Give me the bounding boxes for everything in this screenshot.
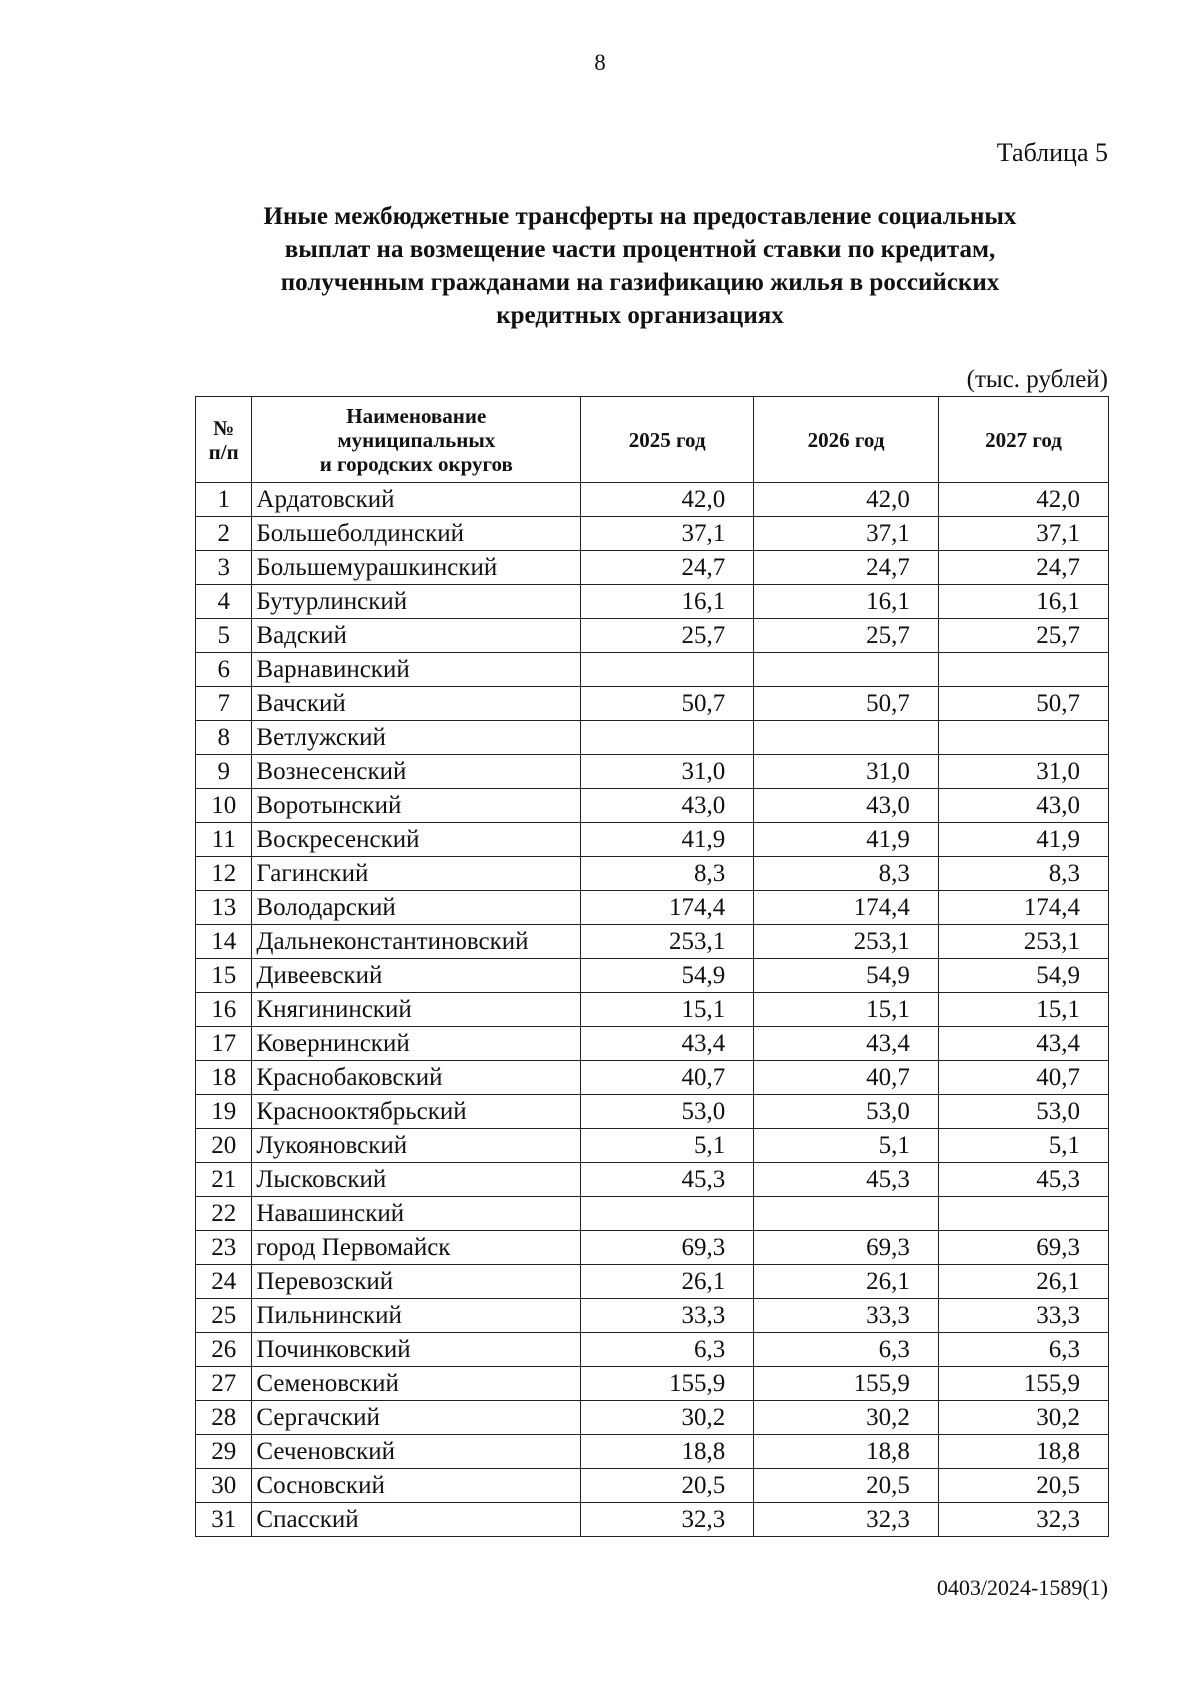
district-name-cell: Княгининский [252,993,581,1027]
units-label: (тыс. рублей) [966,366,1108,393]
district-name-cell: Краснобаковский [252,1061,581,1095]
row-number-cell: 22 [196,1197,252,1231]
row-number-cell: 19 [196,1095,252,1129]
value-2025-cell: 253,1 [581,925,754,959]
district-name-cell: Лукояновский [252,1129,581,1163]
value-2026-cell [754,721,939,755]
table-row [196,1061,1109,1095]
district-name-cell: Дальнеконстантиновский [252,925,581,959]
header-name-line: муниципальных [337,427,496,452]
row-number-cell: 11 [196,823,252,857]
table-row [196,857,1109,891]
document-code: 0403/2024-1589(1) [936,1575,1108,1600]
row-number-cell: 13 [196,891,252,925]
value-2025-cell: 6,3 [581,1333,754,1367]
table-row [196,1197,1109,1231]
district-name-cell: Лысковский [252,1163,581,1197]
row-number-cell: 18 [196,1061,252,1095]
document-title [180,200,1100,332]
value-2027-cell: 26,1 [938,1265,1108,1299]
value-2026-cell: 45,3 [754,1163,939,1197]
value-2025-cell [581,653,754,687]
district-name-cell: Сергачский [252,1401,581,1435]
value-2026-cell: 50,7 [754,687,939,721]
value-2026-cell: 32,3 [754,1503,939,1537]
table-row [196,721,1109,755]
district-name-cell: Починковский [252,1333,581,1367]
value-2025-cell: 32,3 [581,1503,754,1537]
value-2026-cell [754,1197,939,1231]
title-line: выплат на возмещение части процентной ставки по кредитам, [284,236,996,263]
title-line: Иные межбюджетные трансферты на предоставление социальных [263,203,1017,230]
district-name-cell: Бутурлинский [252,585,581,619]
value-2026-cell: 8,3 [754,857,939,891]
value-2025-cell: 174,4 [581,891,754,925]
table-row [196,1231,1109,1265]
table-row [196,789,1109,823]
row-number-cell: 24 [196,1265,252,1299]
district-name-cell: Ковернинский [252,1027,581,1061]
row-number-cell: 4 [196,585,252,619]
row-number-cell: 20 [196,1129,252,1163]
value-2027-cell: 41,9 [938,823,1108,857]
district-name-cell: Вачский [252,687,581,721]
row-number-cell: 2 [196,517,252,551]
value-2026-cell: 30,2 [754,1401,939,1435]
value-2027-cell [938,721,1108,755]
title-line: полученным гражданами на газификацию жилья в российских [280,269,1000,296]
title-line: кредитных организациях [496,302,784,329]
value-2027-cell: 50,7 [938,687,1108,721]
value-2025-cell: 42,0 [581,483,754,517]
district-name-cell: город Первомайск [252,1231,581,1265]
value-2026-cell: 42,0 [754,483,939,517]
value-2026-cell: 155,9 [754,1367,939,1401]
header-name-line: Наименование [346,403,487,428]
value-2026-cell: 26,1 [754,1265,939,1299]
value-2027-cell: 31,0 [938,755,1108,789]
value-2026-cell: 43,4 [754,1027,939,1061]
table-row [196,1095,1109,1129]
value-2027-cell: 45,3 [938,1163,1108,1197]
district-name-cell: Перевозский [252,1265,581,1299]
table-row [196,1503,1109,1537]
value-2026-cell: 174,4 [754,891,939,925]
value-2026-cell: 37,1 [754,517,939,551]
value-2025-cell: 40,7 [581,1061,754,1095]
table-row [196,1299,1109,1333]
value-2025-cell [581,721,754,755]
district-name-cell: Семеновский [252,1367,581,1401]
row-number-cell: 5 [196,619,252,653]
value-2027-cell: 16,1 [938,585,1108,619]
value-2026-cell: 253,1 [754,925,939,959]
table-row [196,891,1109,925]
district-name-cell: Вадский [252,619,581,653]
table-row [196,551,1109,585]
value-2025-cell: 45,3 [581,1163,754,1197]
row-number-cell: 30 [196,1469,252,1503]
district-name-cell: Сосновский [252,1469,581,1503]
value-2027-cell: 15,1 [938,993,1108,1027]
table-header-row [196,397,1109,483]
value-2027-cell: 25,7 [938,619,1108,653]
value-2025-cell: 54,9 [581,959,754,993]
row-number-cell: 12 [196,857,252,891]
value-2025-cell: 30,2 [581,1401,754,1435]
value-2027-cell: 8,3 [938,857,1108,891]
value-2027-cell: 174,4 [938,891,1108,925]
row-number-cell: 27 [196,1367,252,1401]
row-number-cell: 15 [196,959,252,993]
row-number-cell: 3 [196,551,252,585]
table-row [196,1401,1109,1435]
row-number-cell: 8 [196,721,252,755]
row-number-cell: 9 [196,755,252,789]
page-number: 8 [594,50,606,75]
district-name-cell: Воскресенский [252,823,581,857]
value-2025-cell: 31,0 [581,755,754,789]
row-number-cell: 10 [196,789,252,823]
value-2026-cell: 18,8 [754,1435,939,1469]
value-2026-cell: 15,1 [754,993,939,1027]
district-name-cell: Пильнинский [252,1299,581,1333]
district-name-cell: Краснооктябрьский [252,1095,581,1129]
table-row [196,993,1109,1027]
table-row [196,1129,1109,1163]
value-2027-cell: 42,0 [938,483,1108,517]
table-row [196,619,1109,653]
district-name-cell: Володарский [252,891,581,925]
table-row [196,483,1109,517]
table-row [196,755,1109,789]
value-2025-cell: 43,0 [581,789,754,823]
header-2027: 2027 год [938,397,1108,483]
header-num-line: № [213,415,235,440]
row-number-cell: 7 [196,687,252,721]
row-number-cell: 23 [196,1231,252,1265]
row-number-cell: 28 [196,1401,252,1435]
table-row [196,653,1109,687]
value-2026-cell: 20,5 [754,1469,939,1503]
table-row [196,687,1109,721]
value-2027-cell: 253,1 [938,925,1108,959]
value-2025-cell: 18,8 [581,1435,754,1469]
row-number-cell: 21 [196,1163,252,1197]
value-2025-cell: 15,1 [581,993,754,1027]
header-name-line: и городских округов [319,451,513,476]
district-name-cell: Вознесенский [252,755,581,789]
district-name-cell: Спасский [252,1503,581,1537]
value-2025-cell: 155,9 [581,1367,754,1401]
value-2025-cell: 69,3 [581,1231,754,1265]
table-row [196,1435,1109,1469]
table-row [196,585,1109,619]
header-2025: 2025 год [581,397,754,483]
value-2026-cell: 16,1 [754,585,939,619]
header-num-line: п/п [208,439,239,464]
value-2025-cell: 41,9 [581,823,754,857]
value-2027-cell: 43,0 [938,789,1108,823]
value-2027-cell: 32,3 [938,1503,1108,1537]
transfers-table [195,396,1109,1537]
row-number-cell: 29 [196,1435,252,1469]
value-2025-cell: 24,7 [581,551,754,585]
district-name-cell: Сеченовский [252,1435,581,1469]
district-name-cell: Большемурашкинский [252,551,581,585]
value-2026-cell: 54,9 [754,959,939,993]
value-2027-cell: 33,3 [938,1299,1108,1333]
table-row [196,1027,1109,1061]
table-row [196,1163,1109,1197]
table-label: Таблица 5 [996,138,1108,167]
table-row [196,1265,1109,1299]
table-row [196,959,1109,993]
district-name-cell: Варнавинский [252,653,581,687]
value-2027-cell: 43,4 [938,1027,1108,1061]
district-name-cell: Воротынский [252,789,581,823]
value-2026-cell: 33,3 [754,1299,939,1333]
row-number-cell: 1 [196,483,252,517]
district-name-cell: Дивеевский [252,959,581,993]
table-row [196,517,1109,551]
value-2026-cell: 43,0 [754,789,939,823]
value-2025-cell: 33,3 [581,1299,754,1333]
value-2025-cell: 25,7 [581,619,754,653]
table-body [196,483,1109,1537]
value-2027-cell [938,653,1108,687]
value-2027-cell: 24,7 [938,551,1108,585]
district-name-cell: Навашинский [252,1197,581,1231]
value-2026-cell: 40,7 [754,1061,939,1095]
value-2025-cell: 8,3 [581,857,754,891]
value-2026-cell: 5,1 [754,1129,939,1163]
value-2026-cell: 24,7 [754,551,939,585]
header-name [252,397,581,483]
value-2027-cell: 69,3 [938,1231,1108,1265]
row-number-cell: 6 [196,653,252,687]
district-name-cell: Ардатовский [252,483,581,517]
value-2026-cell: 31,0 [754,755,939,789]
value-2025-cell: 50,7 [581,687,754,721]
table-row [196,1333,1109,1367]
district-name-cell: Большеболдинский [252,517,581,551]
value-2027-cell: 30,2 [938,1401,1108,1435]
value-2025-cell: 43,4 [581,1027,754,1061]
value-2027-cell: 40,7 [938,1061,1108,1095]
value-2026-cell: 25,7 [754,619,939,653]
row-number-cell: 16 [196,993,252,1027]
value-2027-cell: 54,9 [938,959,1108,993]
district-name-cell: Гагинский [252,857,581,891]
table-row [196,925,1109,959]
value-2026-cell: 69,3 [754,1231,939,1265]
value-2027-cell: 37,1 [938,517,1108,551]
value-2027-cell: 53,0 [938,1095,1108,1129]
row-number-cell: 17 [196,1027,252,1061]
header-num [196,397,252,483]
row-number-cell: 26 [196,1333,252,1367]
table-row [196,823,1109,857]
value-2027-cell: 20,5 [938,1469,1108,1503]
value-2027-cell: 5,1 [938,1129,1108,1163]
value-2027-cell: 6,3 [938,1333,1108,1367]
row-number-cell: 31 [196,1503,252,1537]
value-2025-cell: 53,0 [581,1095,754,1129]
value-2025-cell: 26,1 [581,1265,754,1299]
value-2026-cell: 53,0 [754,1095,939,1129]
value-2025-cell: 5,1 [581,1129,754,1163]
value-2026-cell: 41,9 [754,823,939,857]
value-2025-cell [581,1197,754,1231]
value-2026-cell: 6,3 [754,1333,939,1367]
value-2027-cell: 18,8 [938,1435,1108,1469]
value-2027-cell [938,1197,1108,1231]
table-row [196,1469,1109,1503]
table-row [196,1367,1109,1401]
value-2025-cell: 16,1 [581,585,754,619]
row-number-cell: 25 [196,1299,252,1333]
value-2026-cell [754,653,939,687]
value-2025-cell: 20,5 [581,1469,754,1503]
row-number-cell: 14 [196,925,252,959]
value-2027-cell: 155,9 [938,1367,1108,1401]
district-name-cell: Ветлужский [252,721,581,755]
value-2025-cell: 37,1 [581,517,754,551]
header-2026: 2026 год [754,397,939,483]
